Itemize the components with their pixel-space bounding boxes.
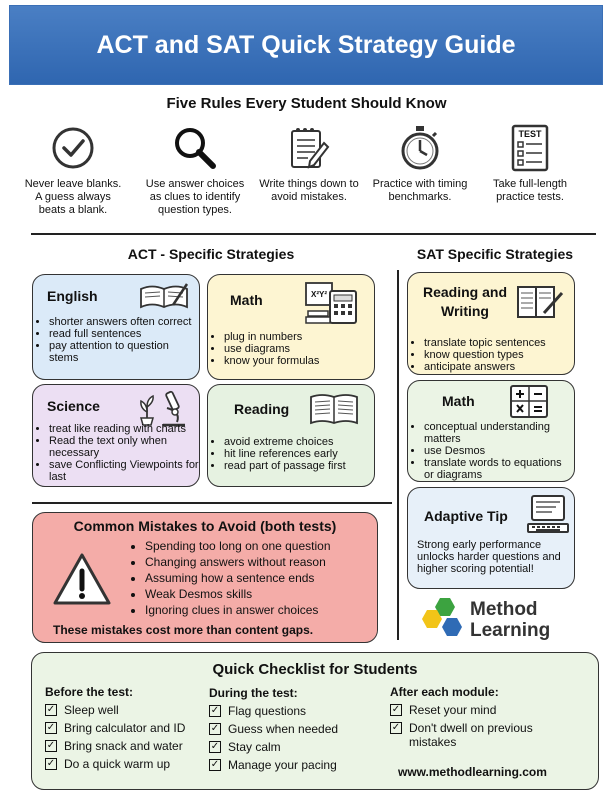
- column-heading: Before the test:: [45, 685, 134, 699]
- adaptive-tip-text: Strong early performance unlocks harder questions and higher scoring potential!: [417, 539, 561, 575]
- item-label: Do a quick warm up: [64, 757, 171, 771]
- magnifier-icon: [145, 120, 245, 175]
- rule-text: Take full-length practice tests.: [493, 178, 567, 203]
- calculator-books-icon: [304, 281, 362, 332]
- test-checklist-icon: [480, 120, 580, 175]
- rule-item: [259, 120, 359, 204]
- list-item: • read full sentences: [49, 328, 199, 340]
- open-book-icon: [137, 281, 191, 316]
- act-math-tips-list: [224, 331, 374, 367]
- brand-logo: [418, 596, 578, 642]
- checkbox-checked-icon: ✓: [46, 758, 56, 769]
- rule-text: Practice with timing benchmarks.: [372, 178, 468, 203]
- list-item: • plug in numbers: [224, 331, 374, 343]
- checklist-item: [209, 758, 369, 772]
- header-banner: [9, 5, 603, 85]
- rule-item: [480, 120, 580, 204]
- checklist-card: [31, 652, 599, 790]
- list-item: • treat like reading with charts: [49, 423, 199, 435]
- brand-name-line2: Learning: [470, 620, 551, 641]
- checkbox-checked-icon: ✓: [210, 705, 220, 716]
- sat-adaptive-tip-card: [407, 487, 575, 589]
- checkbox-checked-icon: ✓: [46, 740, 56, 751]
- svg-text:X²Y²: X²Y²: [311, 290, 327, 299]
- mistakes-list: [145, 538, 375, 618]
- sat-math-tips-list: [424, 421, 574, 481]
- list-item: • use diagrams: [224, 343, 374, 355]
- item-label: Don't dwell on previous mistakes: [409, 721, 533, 749]
- act-english-card: [32, 274, 200, 380]
- checkmark-circle-icon: [23, 120, 123, 175]
- list-item: • Weak Desmos skills: [145, 586, 375, 602]
- act-reading-tips-list: [224, 436, 374, 472]
- act-math-card: [207, 274, 375, 380]
- card-title: Reading and Writing: [422, 284, 507, 319]
- card-title: Adaptive Tip: [424, 508, 508, 524]
- act-science-card: [32, 384, 200, 487]
- card-title: Reading: [234, 401, 290, 417]
- checklist-item: [390, 721, 580, 749]
- checklist-item: [209, 740, 369, 754]
- item-label: Bring snack and water: [64, 739, 183, 753]
- list-item: • Assuming how a sentence ends: [145, 570, 375, 586]
- checklist-item: [209, 722, 369, 736]
- list-item: • save Conflicting Viewpoints for last: [49, 459, 199, 483]
- rule-item: [23, 120, 123, 217]
- checklist-during: [209, 686, 369, 776]
- rule-text: Never leave blanks. A guess always beats a blank.: [24, 178, 122, 216]
- rule-text: Use answer choices as clues to identify question types.: [145, 178, 245, 216]
- checklist-item: [45, 757, 205, 771]
- brand-name-line1: Method: [470, 599, 538, 620]
- divider: [31, 233, 596, 235]
- notepad-pencil-icon: [259, 120, 359, 175]
- item-label: Reset your mind: [409, 703, 497, 717]
- list-item: • use Desmos: [424, 445, 574, 457]
- item-label: Bring calculator and ID: [64, 721, 186, 735]
- science-tips-list: [49, 423, 199, 483]
- rule-item: [370, 120, 470, 204]
- checkbox-checked-icon: ✓: [46, 704, 56, 715]
- column-heading: After each module:: [390, 685, 499, 699]
- rules-title: Five Rules Every Student Should Know: [166, 95, 447, 112]
- common-mistakes-card: [32, 512, 378, 643]
- sat-section-title: SAT Specific Strategies: [416, 246, 574, 262]
- sat-math-card: [407, 380, 575, 482]
- card-title: Science: [47, 398, 100, 414]
- checkbox-checked-icon: ✓: [210, 723, 220, 734]
- page-title: ACT and SAT Quick Strategy Guide: [96, 30, 516, 59]
- checklist-item: [45, 739, 205, 753]
- list-item: • Changing answers without reason: [145, 554, 375, 570]
- english-tips-list: [49, 316, 199, 364]
- item-label: Sleep well: [64, 703, 119, 717]
- list-item: • Read the text only when necessary: [49, 435, 199, 459]
- item-label: Guess when needed: [228, 722, 339, 736]
- card-title: Math: [230, 292, 263, 308]
- list-item: • pay attention to question stems: [49, 340, 199, 364]
- rule-item: [145, 120, 245, 217]
- item-label: Manage your pacing: [228, 758, 337, 772]
- mistakes-footer: These mistakes cost more than content gaps.: [53, 623, 314, 637]
- checkbox-checked-icon: ✓: [210, 759, 220, 770]
- list-item: • Spending too long on one question: [145, 538, 375, 554]
- card-title: Common Mistakes to Avoid (both tests): [73, 518, 337, 534]
- checkbox-checked-icon: ✓: [210, 741, 220, 752]
- checklist-item: [390, 703, 580, 717]
- item-label: Flag questions: [228, 704, 307, 718]
- card-title: Math: [442, 393, 475, 409]
- warning-icon: [51, 551, 113, 612]
- column-heading: During the test:: [209, 686, 298, 700]
- checklist-item: [45, 721, 205, 735]
- list-item: • hit line references early: [224, 448, 374, 460]
- column-divider: [397, 270, 399, 640]
- act-reading-card: [207, 384, 375, 487]
- list-item: • conceptual understanding matters: [424, 421, 574, 445]
- list-item: • know your formulas: [224, 355, 374, 367]
- list-item: • translate topic sentences: [424, 337, 574, 349]
- computer-screen-icon: [526, 494, 570, 541]
- hexagon-logo-icon: [418, 596, 466, 642]
- book-pencil-icon: [514, 283, 566, 328]
- list-item: • anticipate answers: [424, 361, 574, 373]
- open-book-icon: [308, 391, 360, 434]
- list-item: • know question types: [424, 349, 574, 361]
- checklist-item: [45, 703, 205, 717]
- checkbox-checked-icon: ✓: [391, 704, 401, 715]
- calculator-icon: [508, 384, 550, 425]
- svg-text:TEST: TEST: [518, 128, 542, 139]
- card-title: English: [47, 288, 98, 304]
- sat-reading-writing-card: [407, 272, 575, 375]
- list-item: • avoid extreme choices: [224, 436, 374, 448]
- sat-rw-tips-list: [424, 337, 574, 373]
- list-item: • shorter answers often correct: [49, 316, 199, 328]
- checkbox-checked-icon: ✓: [391, 722, 401, 733]
- divider: [32, 502, 392, 504]
- website-url: www.methodlearning.com: [398, 765, 547, 779]
- checklist-title: Quick Checklist for Students: [212, 661, 418, 678]
- checklist-before: [45, 685, 205, 775]
- checklist-item: [209, 704, 369, 718]
- checklist-after: [390, 685, 580, 753]
- item-label: Stay calm: [228, 740, 281, 754]
- list-item: • Ignoring clues in answer choices: [145, 602, 375, 618]
- rule-text: Write things down to avoid mistakes.: [259, 178, 359, 203]
- list-item: • translate words to equations or diagrams: [424, 457, 574, 481]
- list-item: • read part of passage first: [224, 460, 374, 472]
- stopwatch-icon: [370, 120, 470, 175]
- act-section-title: ACT - Specific Strategies: [127, 246, 295, 262]
- checkbox-checked-icon: ✓: [46, 722, 56, 733]
